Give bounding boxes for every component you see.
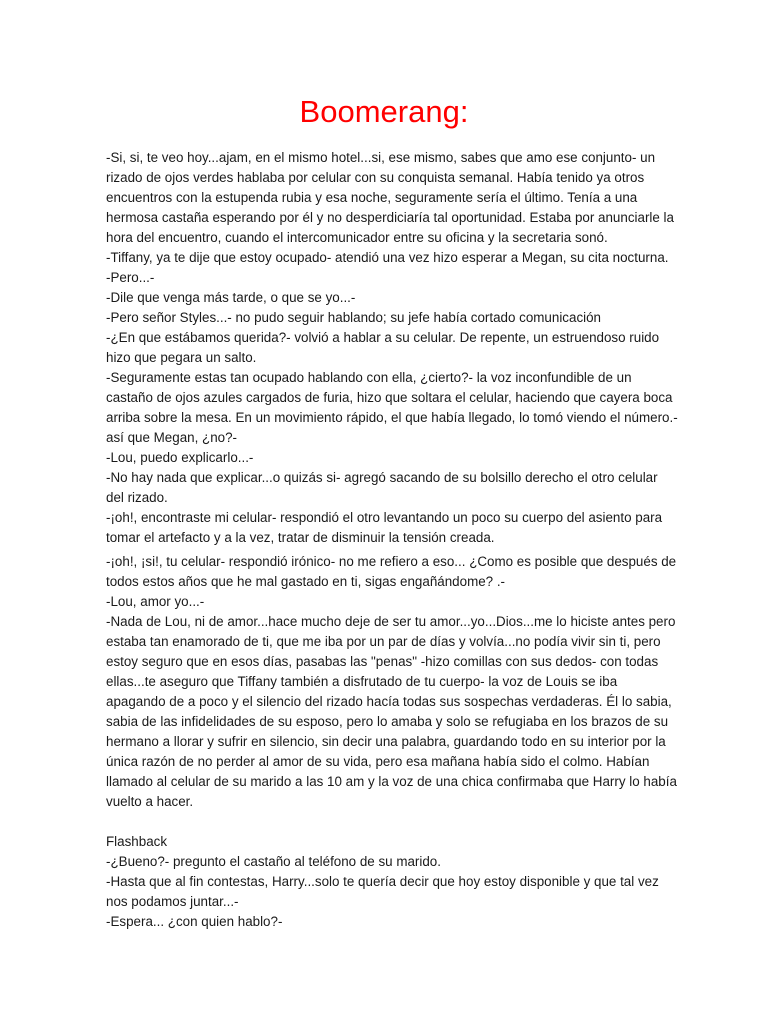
section-label-flashback: Flashback xyxy=(106,834,168,849)
paragraph: -¡oh!, ¡si!, tu celular- respondió irónico- no me refiero a eso... ¿Como es posible que después de todos estos años que he mal gastado en ti, sigas engañándome? .- xyxy=(106,554,677,589)
paragraph: -Hasta que al fin contestas, Harry...solo te quería decir que hoy estoy disponible y que tal vez nos podamos juntar...- xyxy=(106,874,659,909)
paragraph: -Espera... ¿con quien hablo?- xyxy=(106,914,283,929)
paragraph: -¿Bueno?- pregunto el castaño al teléfono de su marido. xyxy=(106,854,441,869)
paragraph: -¡oh!, encontraste mi celular- respondió el otro levantando un poco su cuerpo del asiento para tomar el artefacto y a la vez, tratar de disminuir la tensión creada. xyxy=(106,510,663,545)
paragraph: -Si, si, te veo hoy...ajam, en el mismo hotel...si, ese mismo, sabes que amo ese conjunto- un rizado de ojos verdes hablaba por celular con su conquista semanal. Había tenido ya otros encuentros con la estupenda rubia y esa noche, seguramente sería el último. Tenía a una hermosa castaña esperando por él y no desperdiciaría tal oportunidad. Estaba por anunciarle la hora del encuentro, cuando el intercomunicador entre su oficina y la secretaria sonó. xyxy=(106,150,674,245)
paragraph: -¿En que estábamos querida?- volvió a hablar a su celular. De repente, un estruendoso ruido hizo que pegara un salto. xyxy=(106,330,660,365)
document-title: Boomerang: xyxy=(299,94,469,129)
paragraph: -Pero señor Styles...- no pudo seguir hablando; su jefe había cortado comunicación xyxy=(106,310,602,325)
blank-line xyxy=(106,812,678,832)
paragraph: -Tiffany, ya te dije que estoy ocupado- atendió una vez hizo esperar a Megan, su cita nocturna. xyxy=(106,250,669,265)
paragraph: -Pero...- xyxy=(106,270,155,285)
paragraph: -Nada de Lou, ni de amor...hace mucho deje de ser tu amor...yo...Dios...me lo hiciste antes pero estaba tan enamorado de ti, que me iba por un par de días y volvía...no podía vivir sin ti, pero estoy seguro que en esos días, pasabas las "penas" -hizo comillas con sus dedos- con todas ellas...te aseguro que Tiffany también a disfrutado de tu cuerpo- la voz de Louis se iba apagando de a poco y el silencio del rizado hacía todas sus sospechas verdaderas. Él lo sabia, sabia de las infidelidades de su esposo, pero lo amaba y solo se refugiaba en los brazos de su hermano a llorar y sufrir en silencio, sin decir una palabra, guardando todo en su interior por la única razón de no perder al amor de su vida, pero esa mañana había sido el colmo. Habían llamado al celular de su marido a las 10 am y la voz de una chica confirmaba que Harry lo había vuelto a hacer. xyxy=(106,614,677,809)
paragraph: -No hay nada que explicar...o quizás si- agregó sacando de su bolsillo derecho el otro celular del rizado. xyxy=(106,470,658,505)
paragraph: -Lou, amor yo...- xyxy=(106,594,205,609)
paragraph: -Seguramente estas tan ocupado hablando con ella, ¿cierto?- la voz inconfundible de un castaño de ojos azules cargados de furia, hizo que soltara el celular, haciendo que cayera boca arriba sobre la mesa. En un movimiento rápido, el que había llegado, lo tomó viendo el número.- así que Megan, ¿no?- xyxy=(106,370,678,445)
paragraph: -Dile que venga más tarde, o que se yo...- xyxy=(106,290,356,305)
document-body xyxy=(106,148,678,932)
paragraph: -Lou, puedo explicarlo...- xyxy=(106,450,254,465)
